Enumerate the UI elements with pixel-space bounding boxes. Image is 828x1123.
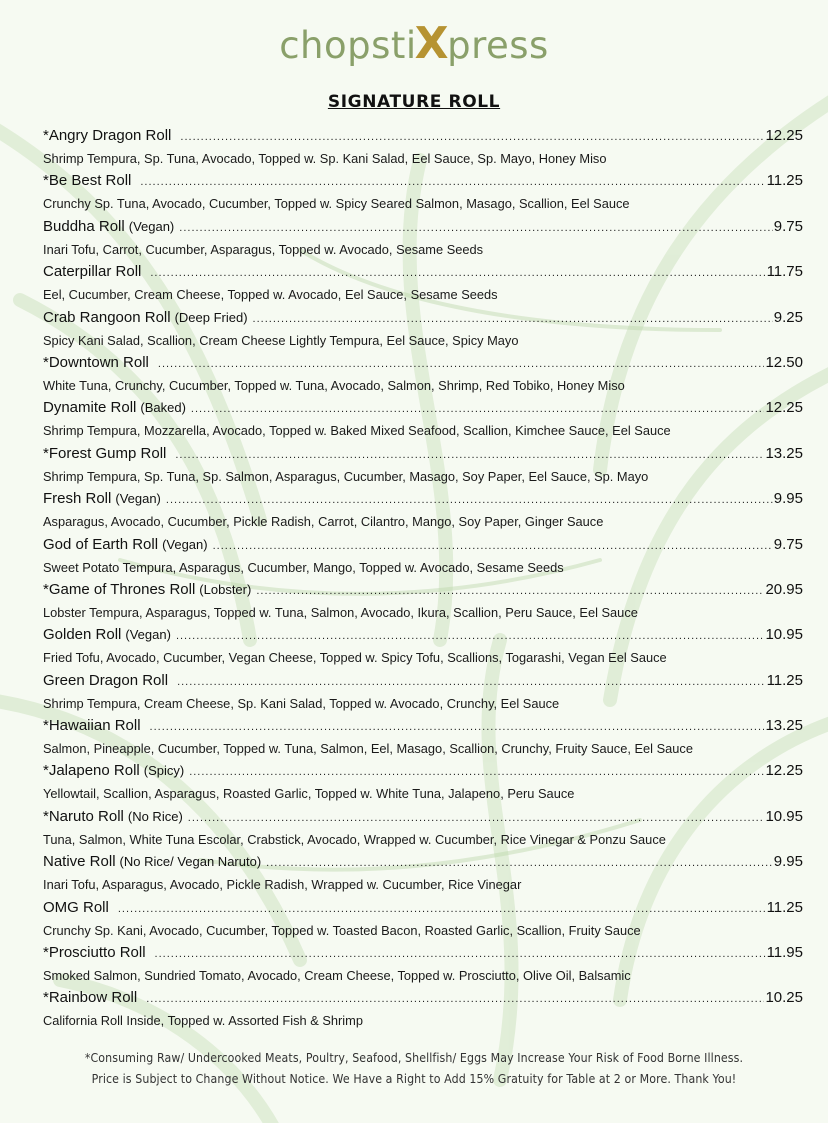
- item-description: Inari Tofu, Asparagus, Avocado, Pickle Radish, Wrapped w. Cucumber, Rice Vinegar: [43, 877, 522, 893]
- menu-item: [43, 581, 803, 626]
- item-name: *Be Best Roll: [43, 172, 132, 190]
- dot-leader: [177, 676, 766, 688]
- item-description: Sweet Potato Tempura, Asparagus, Cucumber, Mango, Topped w. Avocado, Sesame Seeds: [43, 559, 564, 575]
- dot-leader: [179, 222, 773, 234]
- item-price: 9.95: [773, 490, 803, 508]
- footer-line-price-notice: Price is Subject to Change Without Notice. We Have a Right to Add 15% Gratuity for Table at 2 or More. Thank You!: [91, 1072, 737, 1086]
- item-price: 9.25: [773, 308, 803, 326]
- item-note: (Lobster): [199, 581, 252, 597]
- item-name: Dynamite Roll: [43, 399, 137, 417]
- dot-leader: [146, 993, 764, 1005]
- dot-leader: [175, 449, 764, 461]
- item-price: 13.25: [765, 444, 803, 462]
- menu-item: [43, 127, 803, 172]
- dot-leader: [191, 403, 765, 415]
- item-description: Crunchy Sp. Tuna, Avocado, Cucumber, Topped w. Spicy Seared Salmon, Masago, Scallion, Eel Sauce: [43, 196, 630, 212]
- item-name: *Forest Gump Roll: [43, 444, 167, 462]
- menu-item: [43, 626, 803, 671]
- item-note: (Baked): [140, 400, 186, 416]
- item-description: Smoked Salmon, Sundried Tomato, Avocado, Cream Cheese, Topped w. Prosciutto, Olive Oil, Balsamic: [43, 968, 631, 984]
- item-note: (No Rice): [127, 808, 183, 824]
- item-name: Native Roll: [43, 853, 116, 871]
- menu-item: [43, 309, 803, 354]
- item-price: 20.95: [765, 580, 803, 598]
- menu-item: [43, 899, 803, 944]
- section-heading: SIGNATURE ROLL: [327, 92, 501, 112]
- brand-logo: [0, 18, 828, 69]
- item-note: (Vegan): [125, 627, 171, 643]
- item-description: Salmon, Pineapple, Cucumber, Topped w. Tuna, Salmon, Eel, Masago, Scallion, Crunchy, Fruity Sauce, Eel Sauce: [43, 741, 693, 757]
- menu-list: [43, 127, 803, 1035]
- dot-leader: [189, 766, 764, 778]
- item-price: 12.25: [765, 127, 803, 144]
- item-note: (Vegan): [115, 491, 161, 507]
- menu-item: [43, 536, 803, 581]
- menu-item: [43, 808, 803, 853]
- dot-leader: [150, 267, 765, 279]
- dot-leader: [158, 358, 765, 370]
- item-note: (Spicy): [143, 763, 185, 779]
- item-price: 12.25: [765, 399, 803, 417]
- item-description: Shrimp Tempura, Sp. Tuna, Sp. Salmon, Asparagus, Cucumber, Masago, Soy Paper, Eel Sauce, Sp. Mayo: [43, 468, 649, 484]
- item-price: 12.25: [765, 762, 803, 780]
- menu-item: [43, 354, 803, 399]
- item-description: Spicy Kani Salad, Scallion, Cream Cheese Lightly Tempura, Eel Sauce, Spicy Mayo: [43, 332, 519, 348]
- item-name: *Naruto Roll: [43, 807, 124, 825]
- chopsticks-x-mark: X: [414, 18, 450, 69]
- item-note: (Deep Fried): [174, 309, 248, 325]
- item-name: Fresh Roll: [43, 490, 112, 508]
- item-note: (Vegan): [128, 218, 175, 234]
- item-description: Eel, Cucumber, Cream Cheese, Topped w. Avocado, Eel Sauce, Sesame Seeds: [43, 287, 498, 303]
- item-description: Shrimp Tempura, Mozzarella, Avocado, Topped w. Baked Mixed Seafood, Scallion, Kimchee Sauce, Eel Sauce: [43, 423, 671, 439]
- item-name: Green Dragon Roll: [43, 671, 169, 689]
- footer-line-raw-food-warning: *Consuming Raw/ Undercooked Meats, Poultry, Seafood, Shellfish/ Eggs May Increase Your Risk of Food Borne Illness.: [84, 1051, 744, 1065]
- dot-leader: [176, 630, 765, 642]
- item-name: *Downtown Roll: [43, 353, 149, 371]
- item-description: Shrimp Tempura, Cream Cheese, Sp. Kani Salad, Topped w. Avocado, Crunchy, Eel Sauce: [43, 695, 560, 711]
- item-name: *Game of Thrones Roll: [43, 580, 196, 598]
- item-price: 11.25: [766, 671, 803, 689]
- dot-leader: [118, 903, 766, 915]
- item-price: 10.25: [765, 989, 803, 1007]
- item-description: Inari Tofu, Carrot, Cucumber, Asparagus, Topped w. Avocado, Sesame Seeds: [43, 241, 484, 257]
- item-description: Asparagus, Avocado, Cucumber, Pickle Radish, Carrot, Cilantro, Mango, Soy Paper, Ginger Sauce: [43, 514, 604, 530]
- item-price: 12.50: [765, 353, 803, 371]
- item-description: Crunchy Sp. Kani, Avocado, Cucumber, Topped w. Toasted Bacon, Roasted Garlic, Scallion, Fruity Sauce: [43, 922, 641, 938]
- item-name: *Rainbow Roll: [43, 989, 138, 1007]
- item-price: 11.25: [766, 898, 803, 916]
- menu-item: [43, 762, 803, 807]
- dot-leader: [256, 585, 764, 597]
- item-name: *Angry Dragon Roll: [43, 127, 172, 144]
- menu-item: [43, 399, 803, 444]
- item-name: *Hawaiian Roll: [43, 717, 141, 735]
- dot-leader: [166, 494, 773, 506]
- menu-item: [43, 172, 803, 217]
- brand-name-part-2: press: [447, 24, 549, 67]
- item-name: Golden Roll: [43, 626, 122, 644]
- item-name: God of Earth Roll: [43, 535, 159, 553]
- menu-item: [43, 445, 803, 490]
- item-note: (No Rice/ Vegan Naruto): [119, 854, 262, 870]
- item-description: California Roll Inside, Topped w. Assorted Fish & Shrimp: [43, 1013, 363, 1029]
- menu-item: [43, 490, 803, 535]
- item-description: Tuna, Salmon, White Tuna Escolar, Crabstick, Avocado, Wrapped w. Cucumber, Rice Vinegar & Ponzu Sauce: [43, 831, 666, 847]
- item-price: 11.95: [766, 944, 803, 962]
- item-description: Shrimp Tempura, Sp. Tuna, Avocado, Topped w. Sp. Kani Salad, Eel Sauce, Sp. Mayo, Honey Miso: [43, 151, 607, 166]
- item-price: 11.25: [766, 172, 803, 190]
- item-price: 9.75: [773, 535, 803, 553]
- item-description: Yellowtail, Scallion, Asparagus, Roasted Garlic, Topped w. White Tuna, Jalapeno, Peru Sauce: [43, 786, 575, 802]
- footer-disclaimer: [0, 1048, 828, 1090]
- brand-name-part-1: chopsti: [279, 24, 417, 67]
- menu-item: [43, 853, 803, 898]
- item-note: (Vegan): [162, 536, 208, 552]
- item-price: 11.75: [766, 263, 803, 281]
- item-price: 10.95: [765, 807, 803, 825]
- item-price: 13.25: [765, 717, 803, 735]
- dot-leader: [140, 176, 765, 188]
- item-name: OMG Roll: [43, 898, 109, 916]
- dot-leader: [253, 313, 773, 325]
- dot-leader: [155, 948, 766, 960]
- item-description: Lobster Tempura, Asparagus, Topped w. Tuna, Salmon, Avocado, Ikura, Scallion, Peru Sauce, Eel Sauce: [43, 604, 638, 620]
- item-name: *Jalapeno Roll: [43, 762, 140, 780]
- item-price: 10.95: [765, 626, 803, 644]
- item-description: White Tuna, Crunchy, Cucumber, Topped w. Tuna, Avocado, Salmon, Shrimp, Red Tobiko, Honey Miso: [43, 377, 625, 393]
- menu-item: [43, 218, 803, 263]
- dot-leader: [180, 131, 764, 143]
- item-name: Caterpillar Roll: [43, 263, 142, 281]
- item-name: Buddha Roll: [43, 217, 125, 235]
- dot-leader: [150, 721, 765, 733]
- menu-item: [43, 672, 803, 717]
- menu-item: [43, 944, 803, 989]
- item-name: *Prosciutto Roll: [43, 944, 146, 962]
- item-price: 9.95: [773, 853, 803, 871]
- menu-item: [43, 717, 803, 762]
- item-name: Crab Rangoon Roll: [43, 308, 171, 326]
- item-price: 9.75: [773, 217, 803, 235]
- item-description: Fried Tofu, Avocado, Cucumber, Vegan Cheese, Topped w. Spicy Tofu, Scallions, Togarashi, Vegan Eel Sauce: [43, 650, 667, 666]
- dot-leader: [188, 812, 765, 824]
- dot-leader: [213, 540, 773, 552]
- menu-item: [43, 989, 803, 1034]
- menu-item: [43, 263, 803, 308]
- dot-leader: [266, 857, 773, 869]
